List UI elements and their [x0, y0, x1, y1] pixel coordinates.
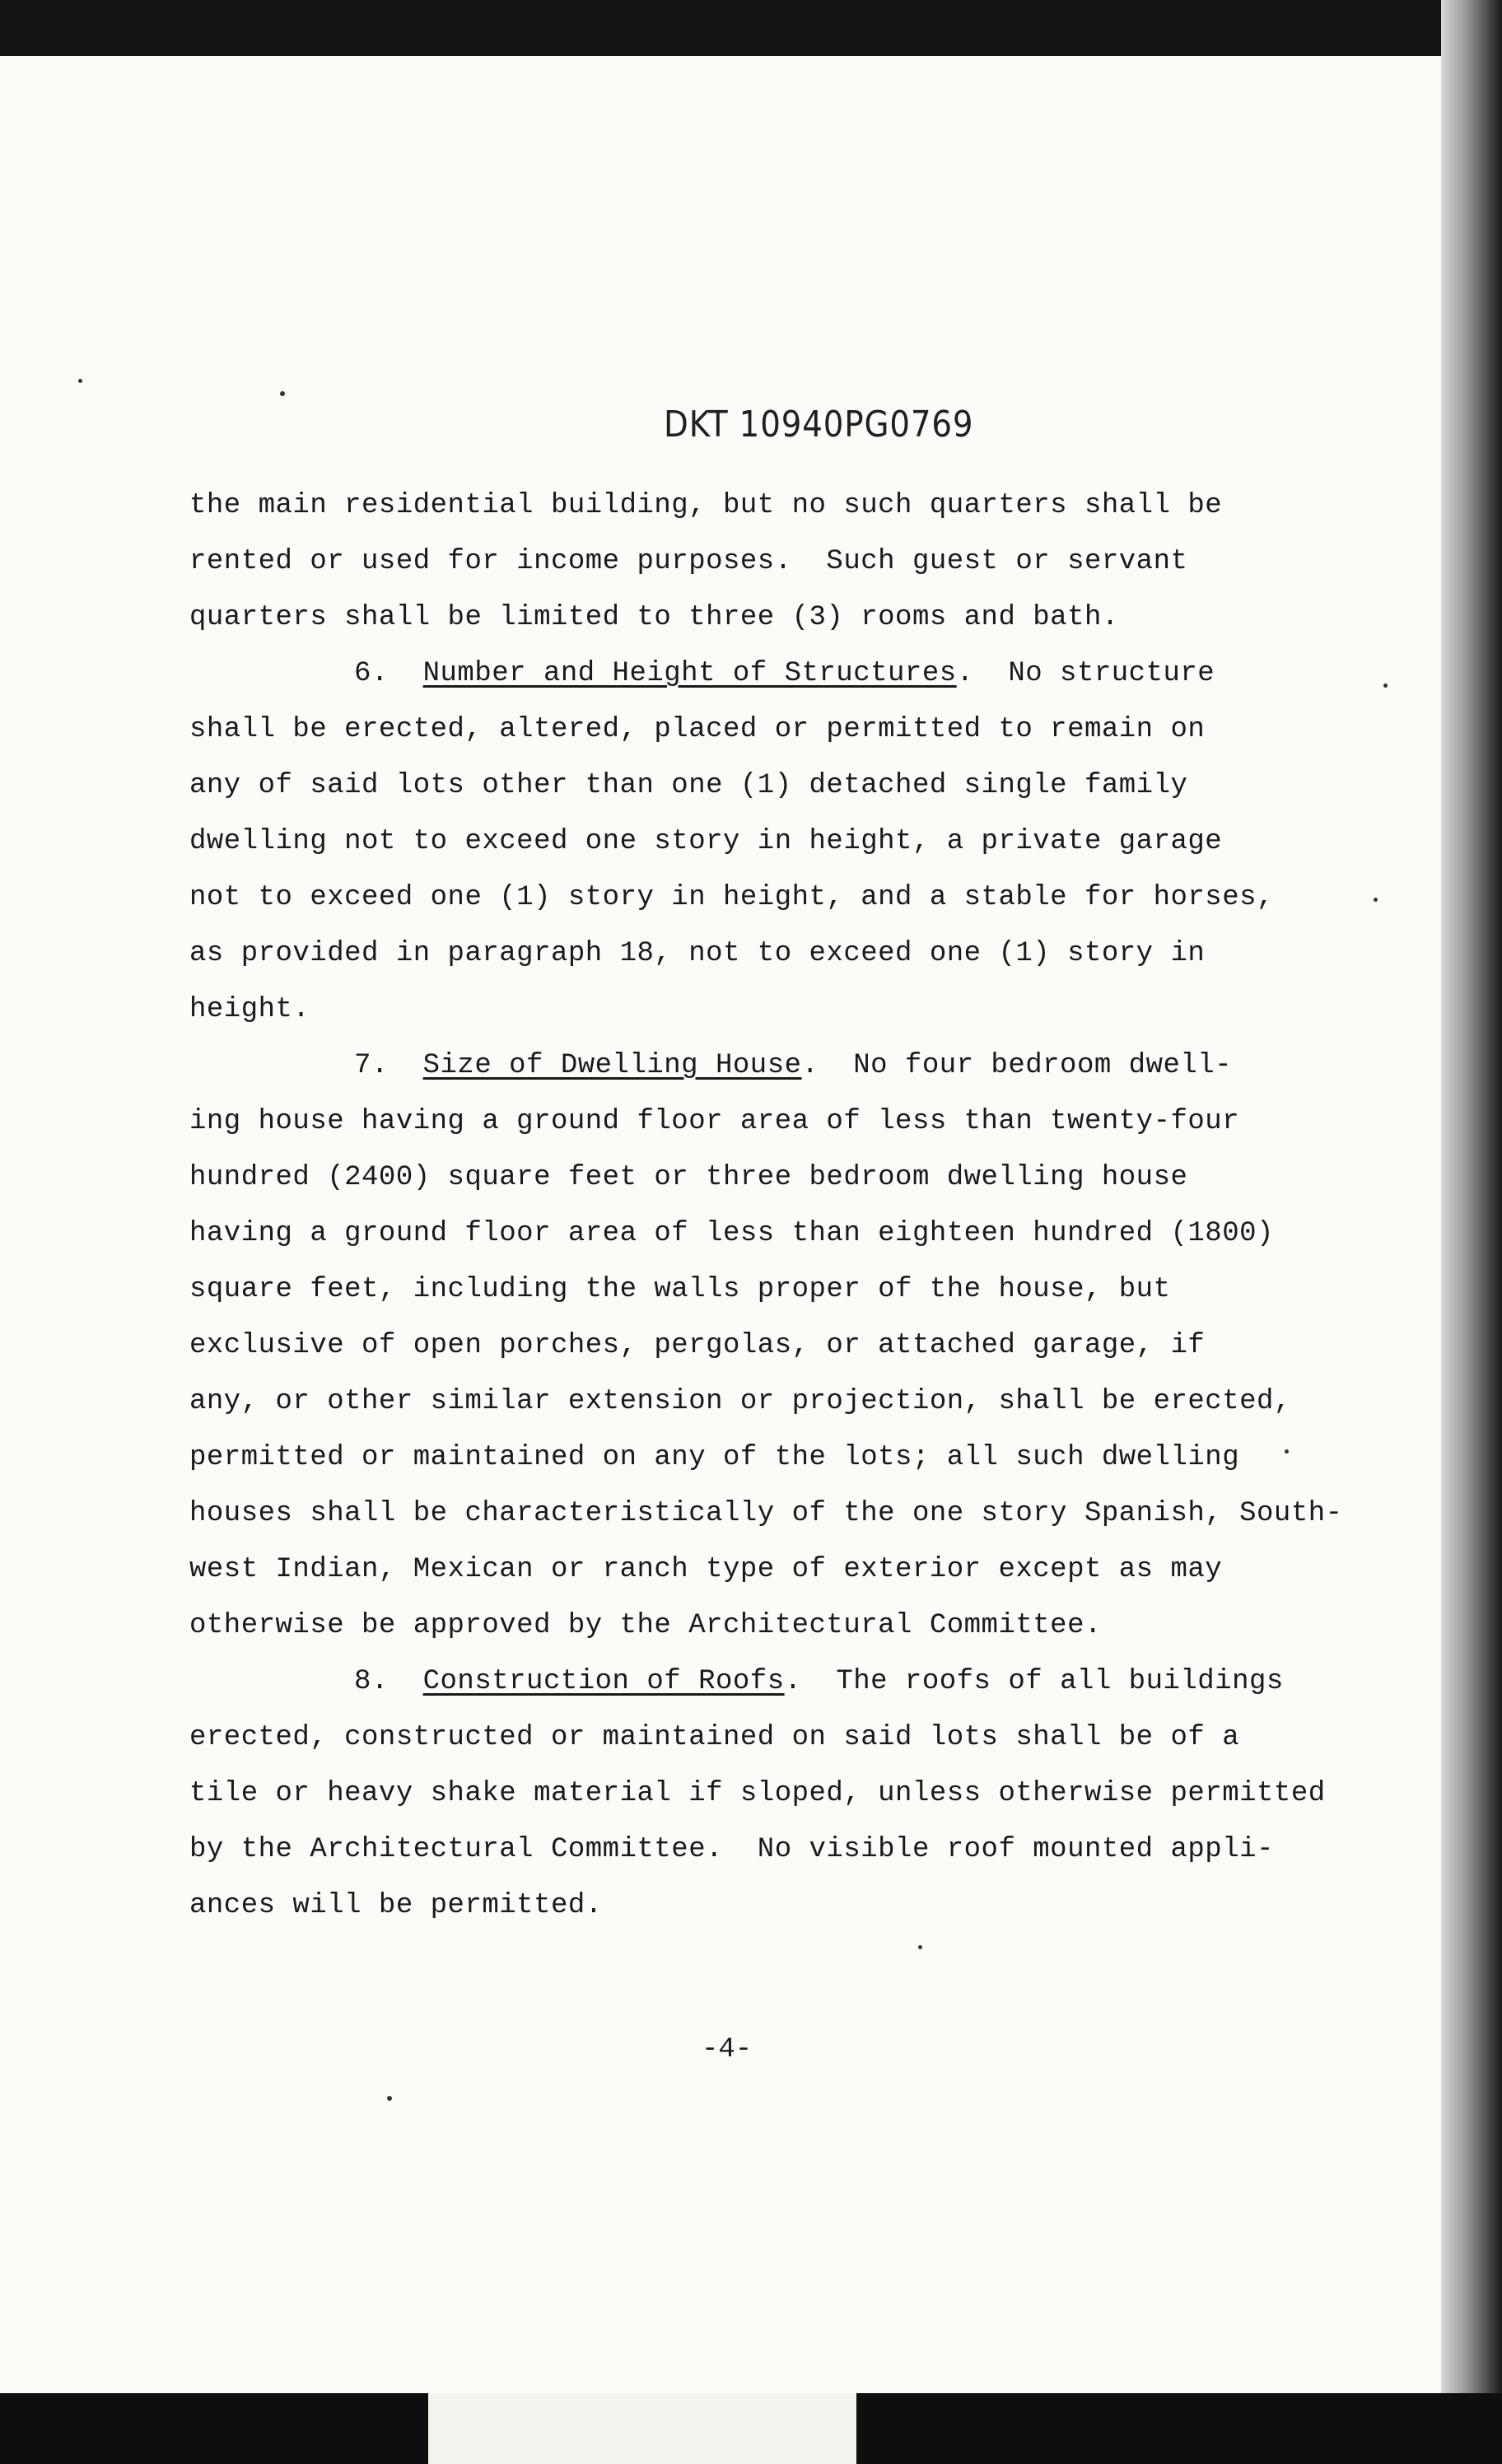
- text-line: exclusive of open porches, pergolas, or attached garage, if: [189, 1330, 1206, 1361]
- scan-speck: [78, 379, 82, 383]
- text-line: ing house having a ground floor area of less than twenty-four: [189, 1106, 1240, 1137]
- scan-border-right: [1441, 0, 1502, 2464]
- text-line: ances will be permitted.: [189, 1890, 603, 1921]
- section-6-heading-line: [189, 646, 1375, 702]
- section-first-text: . No four bedroom dwell-: [801, 1050, 1233, 1081]
- text-line: square feet, including the walls proper of the house, but: [189, 1274, 1171, 1305]
- section-first-text: . The roofs of all buildings: [784, 1666, 1284, 1697]
- text-line: erected, constructed or maintained on said lots shall be of a: [189, 1722, 1240, 1753]
- text-line: tile or heavy shake material if sloped, unless otherwise permitted: [189, 1778, 1326, 1809]
- text-line: by the Architectural Committee. No visible roof mounted appli-: [189, 1834, 1274, 1865]
- text-line: as provided in paragraph 18, not to exceed one (1) story in: [189, 938, 1206, 969]
- scan-border-bottom-left: [0, 2393, 428, 2464]
- scan-border-bottom-mid: [428, 2393, 856, 2464]
- scan-border-bottom-right: [856, 2393, 1502, 2464]
- page-number: -4-: [702, 2034, 753, 2065]
- section-8-heading-line: [189, 1654, 1375, 1710]
- scan-speck: [1374, 898, 1378, 902]
- section-7-heading-line: [189, 1038, 1375, 1094]
- text-line: quarters shall be limited to three (3) rooms and bath.: [189, 602, 1119, 633]
- scan-speck: [1383, 684, 1388, 688]
- section-heading: Size of Dwelling House: [422, 1050, 802, 1081]
- text-line: the main residential building, but no such quarters shall be: [189, 490, 1223, 521]
- text-line: west Indian, Mexican or ranch type of exterior except as may: [189, 1554, 1223, 1585]
- text-line: otherwise be approved by the Architectural Committee.: [189, 1610, 1102, 1641]
- document-body: [189, 478, 1375, 1934]
- text-line: dwelling not to exceed one story in height, a private garage: [189, 826, 1223, 857]
- section-number: 8.: [354, 1666, 389, 1697]
- text-line: having a ground floor area of less than eighteen hundred (1800): [189, 1218, 1274, 1249]
- section-number: 6.: [354, 658, 389, 689]
- text-line: houses shall be characteristically of the one story Spanish, South-: [189, 1498, 1343, 1529]
- text-line: any, or other similar extension or projection, shall be erected,: [189, 1386, 1291, 1417]
- text-line: shall be erected, altered, placed or permitted to remain on: [189, 714, 1206, 745]
- section-heading: Construction of Roofs: [422, 1666, 785, 1697]
- text-line: rented or used for income purposes. Such guest or servant: [189, 546, 1188, 577]
- section-heading: Number and Height of Structures: [422, 658, 957, 689]
- text-line: any of said lots other than one (1) detached single family: [189, 770, 1188, 801]
- text-line: hundred (2400) square feet or three bedroom dwelling house: [189, 1162, 1188, 1193]
- scan-border-top: [0, 0, 1502, 56]
- scan-speck: [918, 1945, 922, 1949]
- scan-speck: [280, 391, 285, 396]
- section-first-text: . No structure: [956, 658, 1215, 689]
- text-line: not to exceed one (1) story in height, and a stable for horses,: [189, 882, 1274, 913]
- section-number: 7.: [354, 1050, 389, 1081]
- text-line: permitted or maintained on any of the lots; all such dwelling: [189, 1442, 1240, 1473]
- recording-stamp: DKT 10940PG0769: [664, 404, 974, 446]
- scan-speck: [387, 2096, 392, 2101]
- text-line: height.: [189, 994, 310, 1025]
- scan-speck: [1285, 1449, 1289, 1454]
